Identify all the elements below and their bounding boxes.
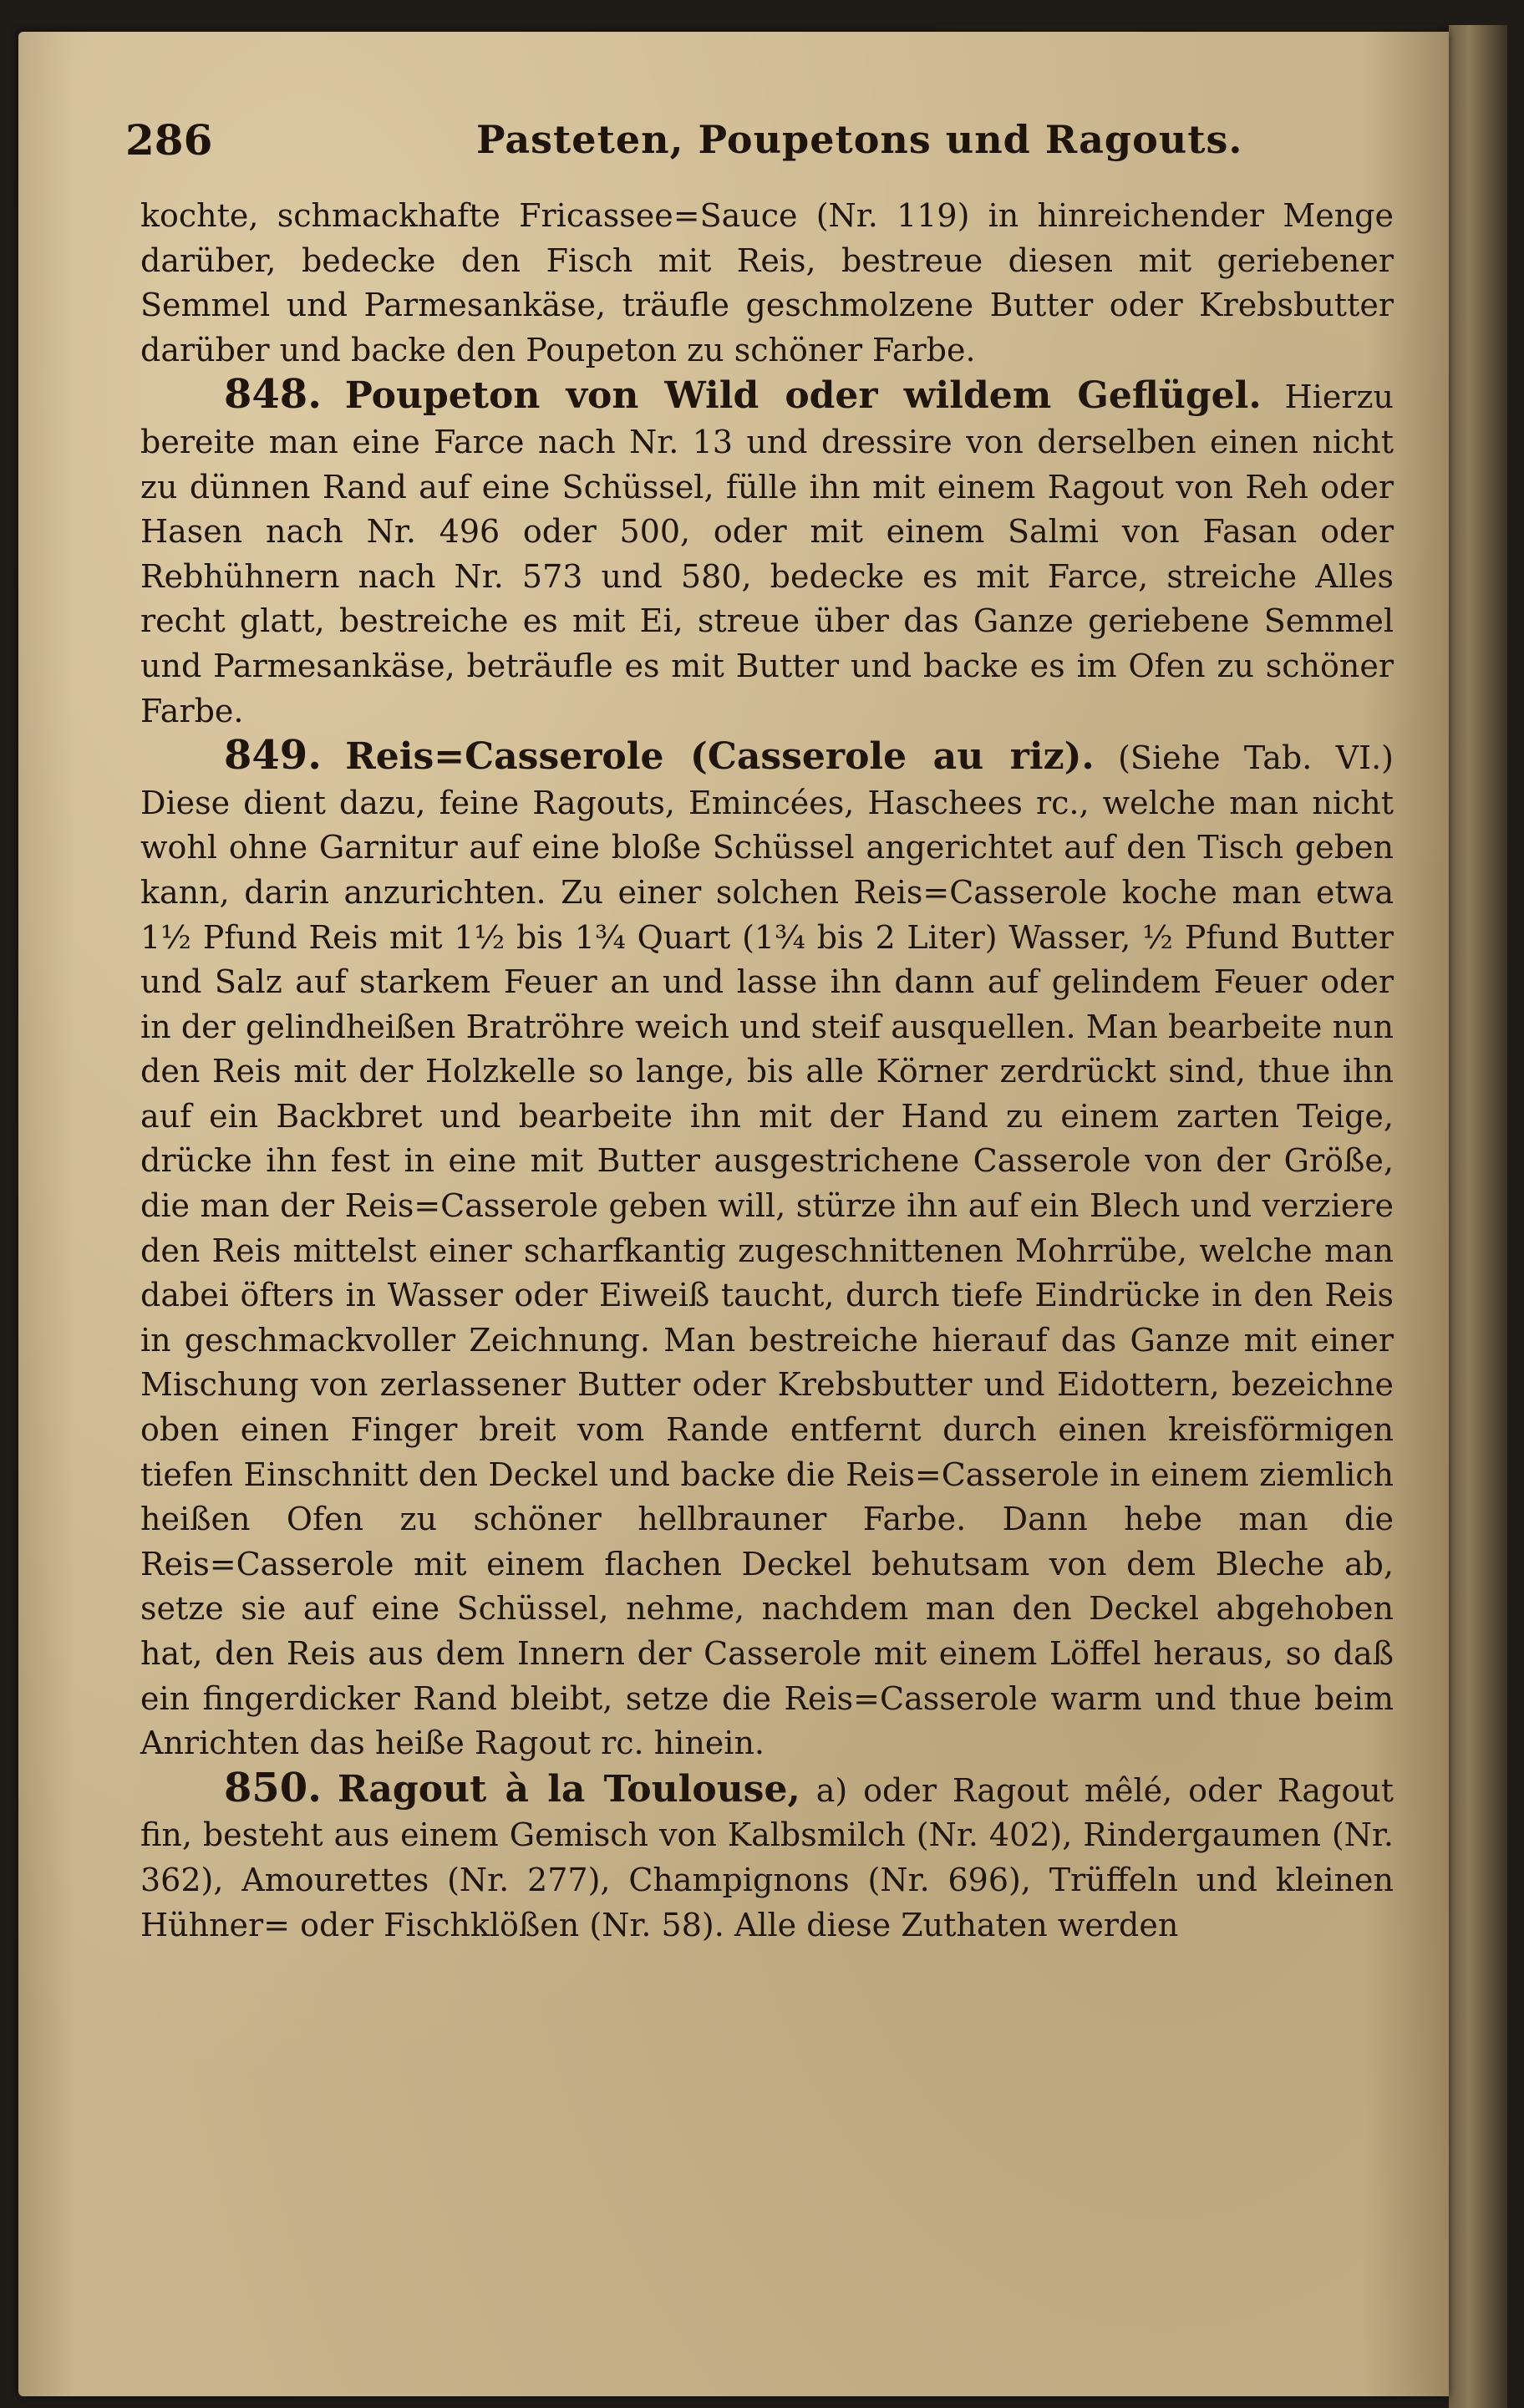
page-number: 286 <box>125 115 213 165</box>
entry-848 <box>140 373 1394 734</box>
entry-body: a) oder Ragout mêlé, oder Ragout fin, besteht aus einem Gemisch von Kalbsmilch (Nr. 402), Rindergaumen (Nr. 362), Amourettes (Nr. 277), Champignons (Nr. 696), Trüffeln und kleinen Hühner= oder Fischklößen (Nr. 58). Alle diese Zuthaten werden <box>140 1771 1394 1943</box>
entry-number: 848. <box>224 371 322 419</box>
entry-number: 850. <box>224 1764 322 1811</box>
entry-850 <box>140 1766 1394 1948</box>
entry-number: 849. <box>224 732 322 780</box>
page-edge <box>1449 25 1507 2408</box>
page-header <box>125 115 1395 165</box>
body-text <box>140 194 1394 1948</box>
entry-title: Reis=Casserole (Casserole au riz). <box>345 735 1095 779</box>
entry-body: (Siehe Tab. VI.) Diese dient dazu, feine Ragouts, Emincées, Haschees rc., welche man nicht wohl ohne Garnitur auf eine bloße Schüssel angerichtet auf den Tisch geben kann, darin anzurichten. Zu einer solchen Reis=Casserole koche man etwa 1½ Pfund Reis mit 1½ bis 1¾ Quart (1¾ bis 2 Liter) Wasser, ½ Pfund Butter und Salz auf starkem Feuer an und lasse ihn dann auf gelindem Feuer oder in der gelindheißen Bratröhre weich und steif ausquellen. Man bearbeite nun den Reis mit der Holzkelle so lange, bis alle Körner zerdrückt sind, thue ihn auf ein Backbret und bearbeite ihn mit der Hand zu einem zarten Teige, drücke ihn fest in eine mit Butter ausgestrichene Casserole von der Größe, die man der Reis=Casserole geben will, stürze ihn auf ein Blech und verziere den Reis mittelst einer scharfkantig zugeschnittenen Mohrrübe, welche man dabei öfters in Wasser oder Eiweiß taucht, durch tiefe Eindrücke in den Reis in geschmackvoller Zeichnung. Man bestreiche hierauf das Ganze mit einer Mischung von zerlassener Butter oder Krebsbutter und Eidottern, bezeichne oben einen Finger breit vom Rande entfernt durch einen kreisförmigen tiefen Einschnitt den Deckel und backe die Reis=Casserole in einem ziemlich heißen Ofen zu schöner hellbrauner Farbe. Dann hebe man die Reis=Casserole mit einem flachen Deckel behutsam von dem Bleche ab, setze sie auf eine Schüssel, nehme, nachdem man den Deckel abgehoben hat, den Reis aus dem Innern der Casserole mit einem Löffel heraus, so daß ein fingerdicker Rand bleibt, setze die Reis=Casserole warm und thue beim Anrichten das heiße Ragout rc. hinein. <box>140 739 1394 1762</box>
continuation-paragraph: kochte, schmackhafte Fricassee=Sauce (Nr. 119) in hinreichender Menge darüber, bedecke den Fisch mit Reis, bestreue diesen mit geriebener Semmel und Parmesankäse, träufle geschmolzene Butter oder Krebsbutter darüber und backe den Poupeton zu schöner Farbe. <box>140 197 1394 368</box>
entry-body: Hierzu bereite man eine Farce nach Nr. 13 und dressire von derselben einen nicht zu dünnen Rand auf eine Schüssel, fülle ihn mit einem Ragout von Reh oder Hasen nach Nr. 496 oder 500, oder mit einem Salmi von Fasan oder Rebhühnern nach Nr. 573 und 580, bedecke es mit Farce, streiche Alles recht glatt, bestreiche es mit Ei, streue über das Ganze geriebene Semmel und Parmesankäse, beträufle es mit Butter und backe es im Ofen zu schöner Farbe. <box>140 378 1394 729</box>
running-title: Pasteten, Poupetons und Ragouts. <box>476 117 1243 162</box>
entry-title: Ragout à la Toulouse, <box>337 1767 800 1811</box>
entry-849 <box>140 734 1394 1766</box>
entry-title: Poupeton von Wild oder wildem Geflügel. <box>344 374 1262 418</box>
